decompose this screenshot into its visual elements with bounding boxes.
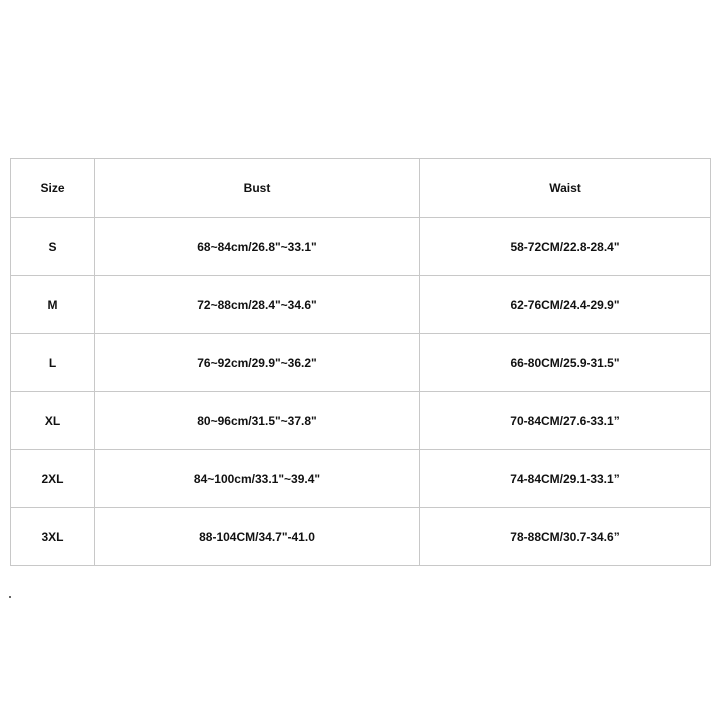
bust-cell: 76~92cm/29.9"~36.2" [95, 334, 420, 392]
table-row [11, 334, 711, 392]
waist-cell: 62-76CM/24.4-29.9" [420, 276, 711, 334]
waist-cell: 66-80CM/25.9-31.5" [420, 334, 711, 392]
table-row [11, 276, 711, 334]
size-cell: 3XL [11, 508, 95, 566]
size-cell: XL [11, 392, 95, 450]
size-cell: M [11, 276, 95, 334]
waist-cell: 78-88CM/30.7-34.6” [420, 508, 711, 566]
bust-cell: 68~84cm/26.8"~33.1" [95, 218, 420, 276]
header-waist: Waist [420, 159, 711, 218]
table-row [11, 218, 711, 276]
header-size: Size [11, 159, 95, 218]
header-row [11, 159, 711, 218]
table-row [11, 508, 711, 566]
size-cell: L [11, 334, 95, 392]
size-cell: S [11, 218, 95, 276]
size-chart-table [10, 158, 711, 566]
size-cell: 2XL [11, 450, 95, 508]
bust-cell: 84~100cm/33.1"~39.4" [95, 450, 420, 508]
table-row [11, 450, 711, 508]
header-bust: Bust [95, 159, 420, 218]
bust-cell: 88-104CM/34.7"-41.0 [95, 508, 420, 566]
waist-cell: 74-84CM/29.1-33.1” [420, 450, 711, 508]
stray-dot [9, 596, 11, 598]
waist-cell: 58-72CM/22.8-28.4" [420, 218, 711, 276]
bust-cell: 72~88cm/28.4"~34.6" [95, 276, 420, 334]
waist-cell: 70-84CM/27.6-33.1” [420, 392, 711, 450]
bust-cell: 80~96cm/31.5"~37.8" [95, 392, 420, 450]
table-row [11, 392, 711, 450]
